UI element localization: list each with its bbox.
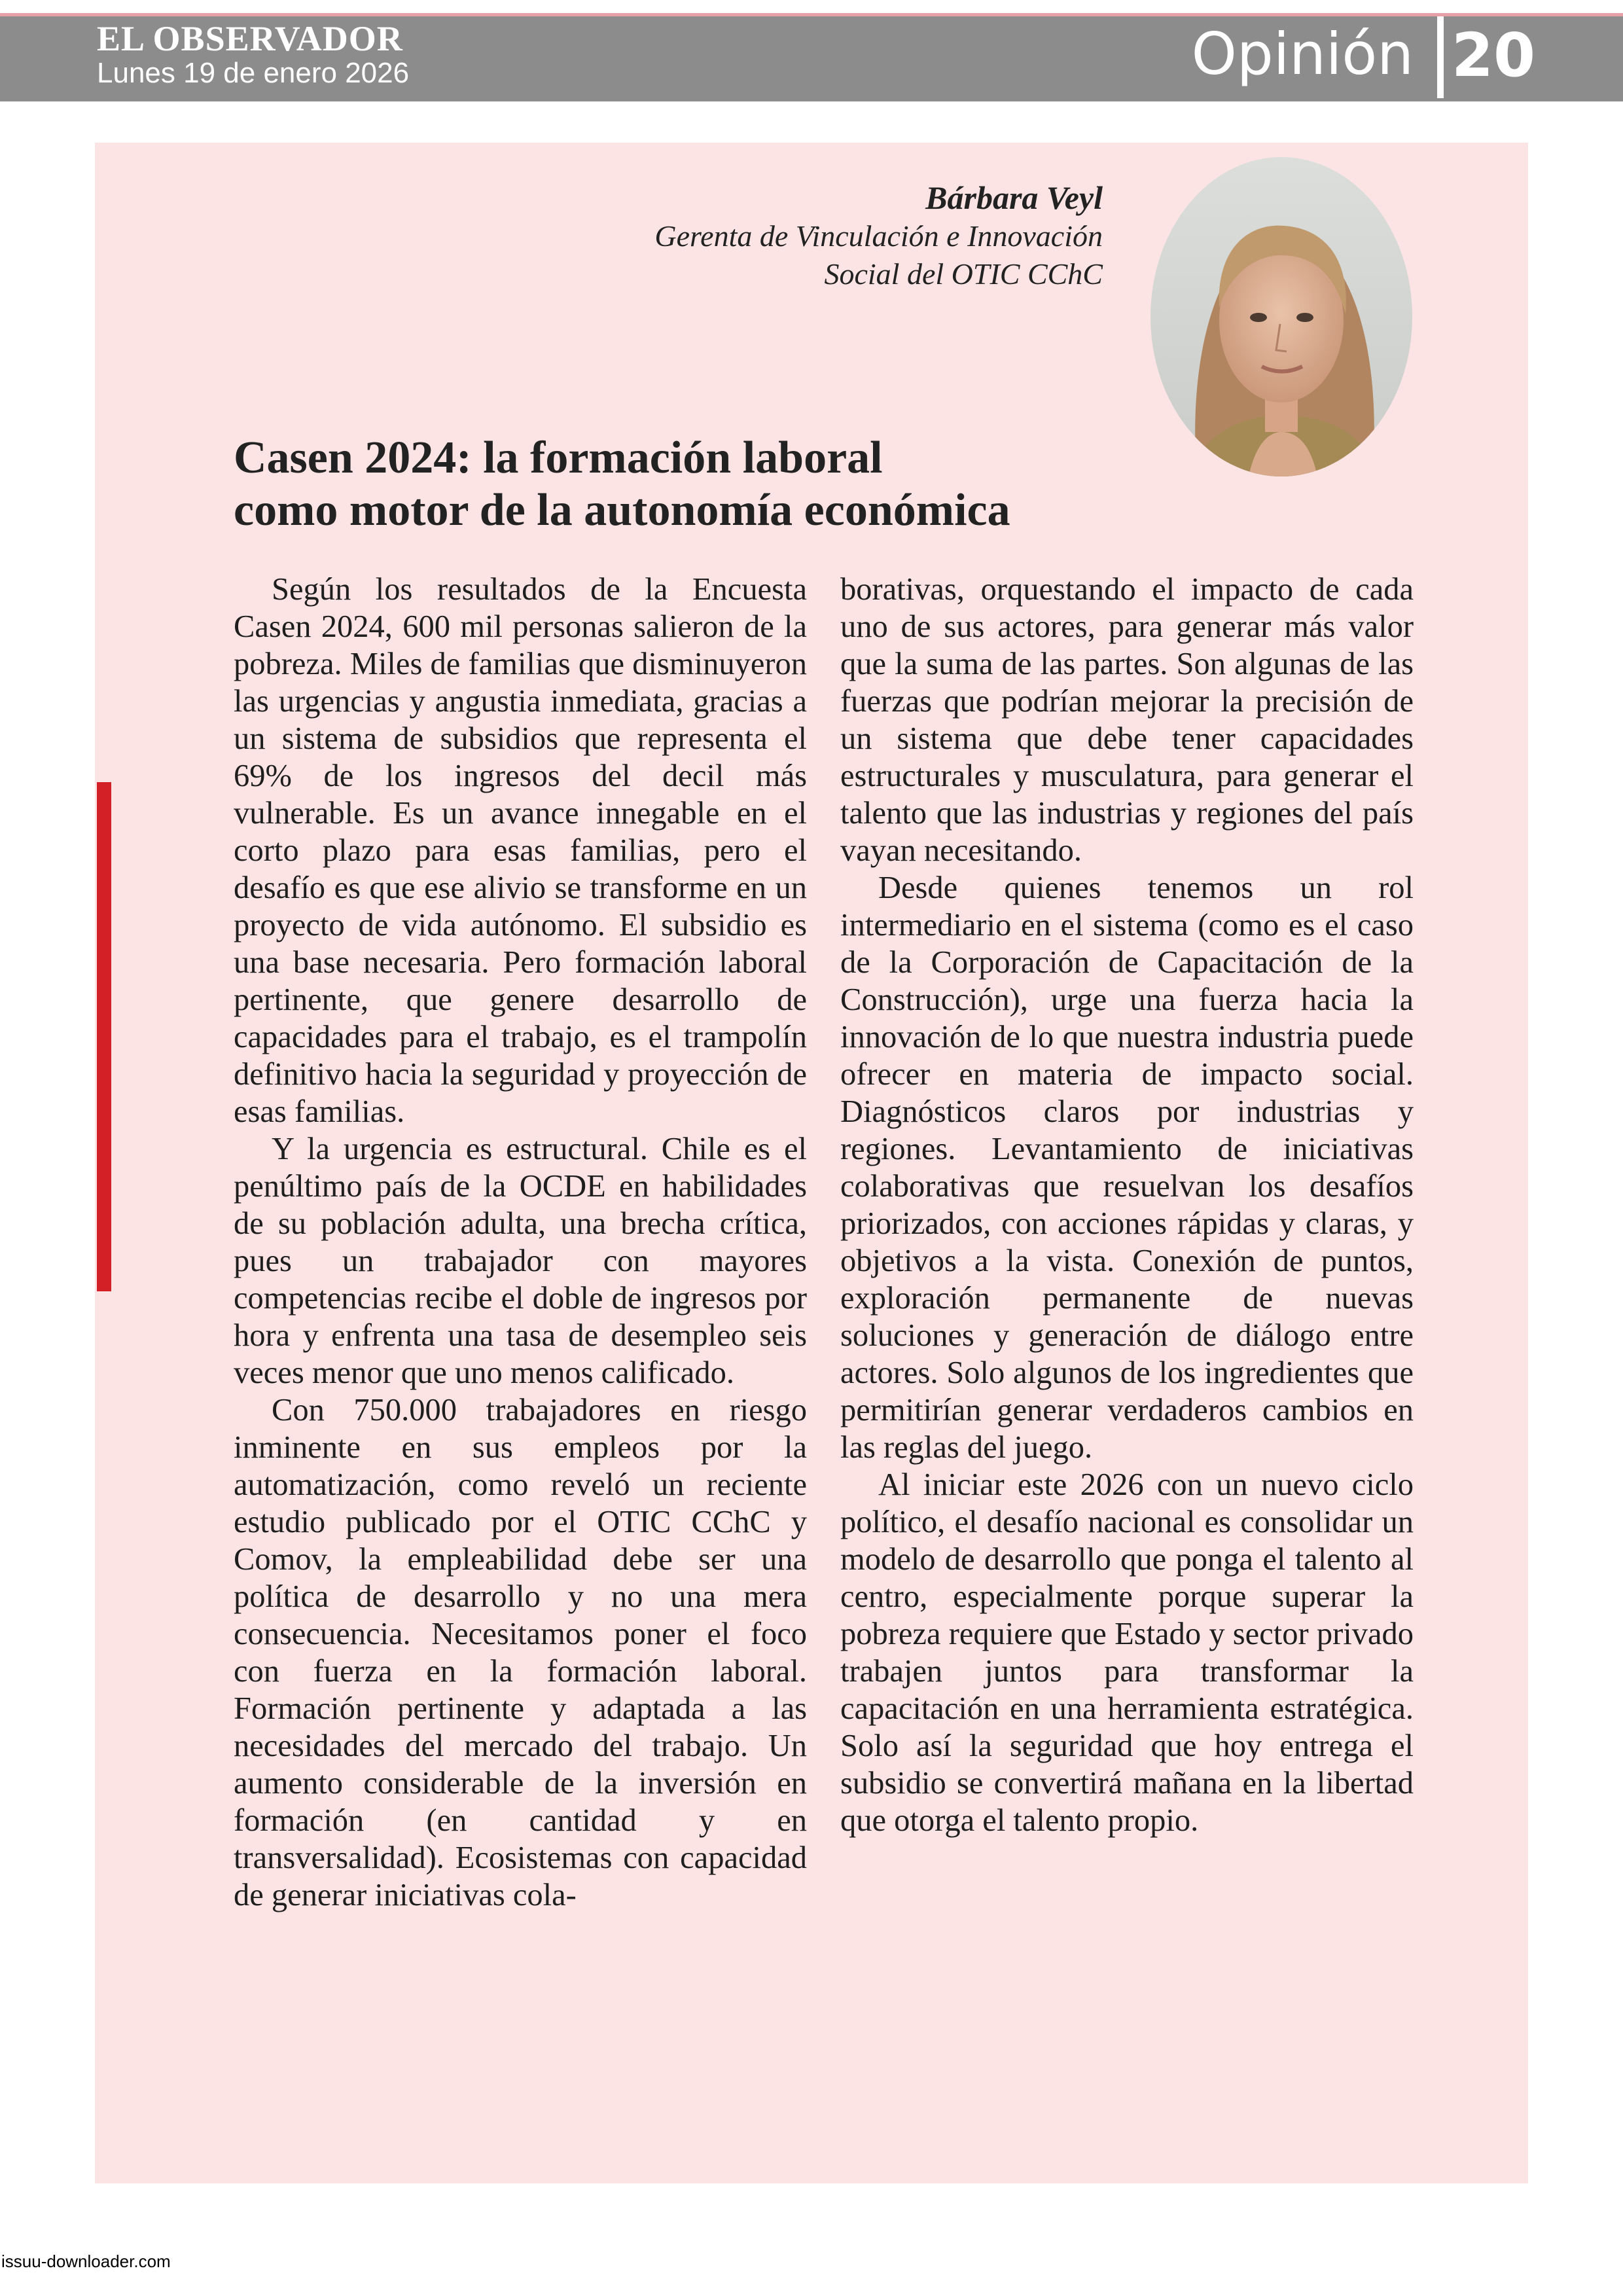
paragraph: Y la urgencia es estructural. Chile es el penúltimo país de la OCDE en habilidades de su población adulta, una brecha crítica, pues un trabajador con mayores competencias recibe el doble de ingresos por hora y enfrenta una tasa de desempleo seis veces menor que uno menos calificado. [234, 1132, 807, 1390]
author-role [514, 217, 1103, 293]
section-label: Opinión [1191, 20, 1414, 88]
page-number: 20 [1452, 20, 1536, 90]
paragraph: Desde quienes tenemos un rol intermediario en el sistema (como es el caso de la Corporación de Capacitación de la Construcción), urge una fuerza hacia la innovación de lo que nuestra industria puede ofrecer en materia de impacto social. Diagnósticos claros por industrias y regiones. Levantamiento de iniciativas colaborativas que resuelvan los desafíos priorizados, con acciones rápidas y claras, y objetivos a la vista. Conexión de puntos, exploración permanente de nuevas soluciones y generación de diálogo entre actores. Solo algunos de los ingredientes que permitirían generar verdaderos cambios en las reglas del juego. [840, 870, 1414, 1465]
accent-bar [97, 782, 111, 1291]
masthead: EL OBSERVADOR [97, 19, 403, 58]
paragraph: Al iniciar este 2026 con un nuevo ciclo político, el desafío nacional es consolidar un modelo de desarrollo que ponga el talento al centro, especialmente porque superar la pobreza requiere que Estado y sector privado trabajen juntos para transformar la capacitación en una herramienta estratégica. Solo así la seguridad que hoy entrega el subsidio se convertirá mañana en la libertad que otorga el talento propio. [840, 1467, 1414, 1838]
article-column-2 [840, 571, 1414, 1839]
article-column-1 [234, 571, 807, 1914]
paragraph: Según los resultados de la Encuesta Casen 2024, 600 mil personas salieron de la pobreza. Miles de familias que disminuyeron las urgencias y angustia inmediata, gracias a un sistema de subsidios que representa el 69% de los ingresos del decil más vulnerable. Es un avance innegable en el corto plazo para esas familias, pero el desafío es que ese alivio se transforme en un proyecto de vida autónomo. El subsidio es una base necesaria. Pero formación laboral pertinente, que genere desarrollo de capacidades para el trabajo, es el trampolín definitivo hacia la seguridad y proyección de esas familias. [234, 572, 807, 1129]
portrait-image [1150, 157, 1412, 476]
footer-watermark: issuu-downloader.com [1, 2251, 171, 2271]
paragraph: borativas, orquestando el impacto de cada uno de sus actores, para generar más valor que la suma de las partes. Son algunas de las fuerzas que podrían mejorar la precisión de un sistema que debe tener capacidades estructurales y musculatura, para generar el talento que las industrias y regiones del país vayan necesitando. [840, 572, 1414, 868]
author-name: Bárbara Veyl [925, 179, 1103, 216]
page-number-divider [1437, 16, 1444, 98]
issue-date: Lunes 19 de enero 2026 [97, 57, 410, 89]
headline-line: como motor de la autonomía económica [234, 485, 1010, 535]
article-headline [234, 432, 1150, 537]
paragraph: Con 750.000 trabajadores en riesgo inminente en sus empleos por la automatización, como reveló un reciente estudio publicado por el OTIC CChC y Comov, la empleabilidad debe ser una política de desarrollo y no una mera consecuencia. Necesitamos poner el foco con fuerza en la formación laboral. Formación pertinente y adaptada a las necesidades del mercado del trabajo. Un aumento considerable de la inversión en formación (en cantidad y en transversalidad). Ecosistemas con capacidad de generar iniciativas cola- [234, 1393, 807, 1912]
headline-line: Casen 2024: la formación laboral [234, 433, 883, 483]
author-portrait [1150, 157, 1412, 476]
author-role-line: Gerenta de Vinculación e Innovación [654, 219, 1103, 253]
author-role-line: Social del OTIC CChC [824, 257, 1103, 291]
header-rule [0, 98, 1623, 101]
